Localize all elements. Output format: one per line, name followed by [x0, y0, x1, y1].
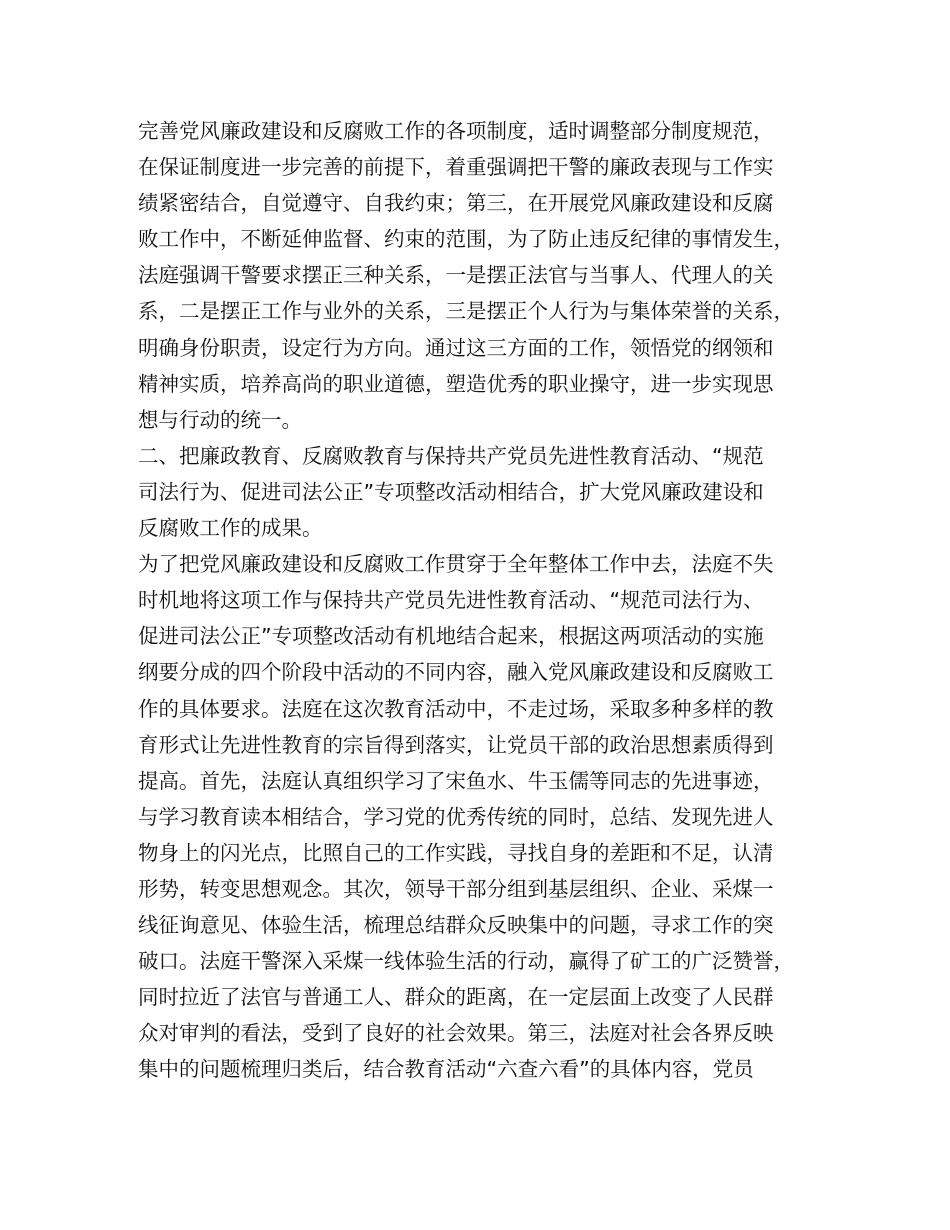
text-line: 在保证制度进一步完善的前提下，着重强调把干警的廉政表现与工作实	[138, 155, 774, 180]
text-line: 提高。首先，法庭认真组织学习了宋鱼水、牛玉儒等同志的先进事迹，	[138, 768, 774, 793]
text-line: 促进司法公正”专项整改活动有机地结合起来，根据这两项活动的实施	[138, 624, 764, 649]
text-line: 系，二是摆正工作与业外的关系，三是摆正个人行为与集体荣誉的关系，	[138, 299, 794, 324]
text-line: 绩紧密结合，自觉遵守、自我约束；第三，在开展党风廉政建设和反腐	[138, 191, 774, 216]
text-line: 育形式让先进性教育的宗旨得到落实，让党员干部的政治思想素质得到	[138, 732, 774, 757]
text-line: 精神实质，培养高尚的职业道德，塑造优秀的职业操守，进一步实现思	[138, 371, 774, 396]
text-line: 法庭强调干警要求摆正三种关系，一是摆正法官与当事人、代理人的关	[138, 263, 774, 288]
text-line: 众对审判的看法，受到了良好的社会效果。第三，法庭对社会各界反映	[138, 1021, 774, 1046]
section-heading-line: 二、把廉政教育、反腐败教育与保持共产党员先进性教育活动、“规范	[138, 443, 764, 468]
text-line: 纲要分成的四个阶段中活动的不同内容，融入党风廉政建设和反腐败工	[138, 660, 774, 685]
text-line: 集中的问题梳理归类后，结合教育活动“六查六看”的具体内容，党员	[138, 1057, 754, 1082]
section-heading-line: 反腐败工作的成果。	[138, 516, 323, 541]
text-line: 想与行动的统一。	[138, 407, 302, 432]
text-line: 作的具体要求。法庭在这次教育活动中，不走过场，采取多种多样的教	[138, 696, 774, 721]
text-line: 为了把党风廉政建设和反腐败工作贯穿于全年整体工作中去，法庭不失	[138, 552, 774, 577]
text-line: 完善党风廉政建设和反腐败工作的各项制度，适时调整部分制度规范，	[138, 119, 774, 143]
section-heading-line: 司法行为、促进司法公正”专项整改活动相结合，扩大党风廉政建设和	[138, 479, 764, 504]
text-line: 明确身份职责，设定行为方向。通过这三方面的工作，领悟党的纲领和	[138, 335, 774, 360]
text-line: 物身上的闪光点，比照自己的工作实践，寻找自身的差距和不足，认清	[138, 840, 774, 865]
text-line: 破口。法庭干警深入采煤一线体验生活的行动，赢得了矿工的广泛赞誉，	[138, 949, 794, 974]
text-line: 线征询意见、体验生活，梳理总结群众反映集中的问题，寻求工作的突	[138, 913, 774, 938]
text-line: 时机地将这项工作与保持共产党员先进性教育活动、“规范司法行为、	[138, 588, 764, 613]
text-line: 与学习教育读本相结合，学习党的优秀传统的同时，总结、发现先进人	[138, 804, 774, 829]
text-line: 败工作中，不断延伸监督、约束的范围，为了防止违反纪律的事情发生，	[138, 227, 794, 252]
text-line: 同时拉近了法官与普通工人、群众的距离，在一定层面上改变了人民群	[138, 985, 774, 1010]
text-line: 形势，转变思想观念。其次，领导干部分组到基层组织、企业、采煤一	[138, 876, 774, 901]
body-text	[138, 113, 838, 1088]
